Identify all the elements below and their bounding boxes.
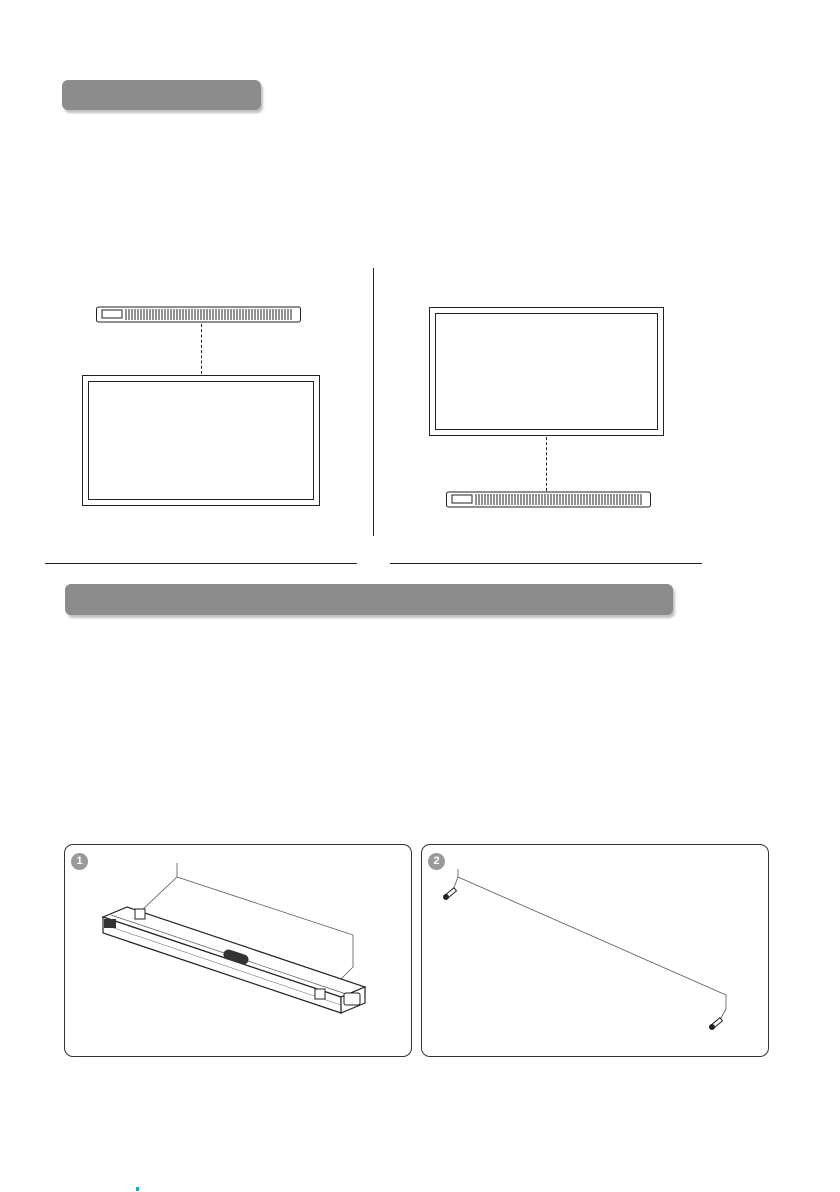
step-badge-1: 1 (71, 853, 88, 870)
step-panel-1 (64, 844, 412, 1057)
soundbar-top-illustration (96, 306, 302, 324)
section-header-placement (62, 80, 261, 110)
soundbar-bottom-illustration (446, 491, 652, 509)
wall-screws-illustration (422, 845, 768, 1056)
separator-left (45, 563, 357, 564)
separator-right (390, 563, 702, 564)
section-header-wall-mount (65, 584, 673, 615)
tv-illustration-left (82, 375, 320, 506)
page-edge-mark (136, 1187, 139, 1191)
alignment-guide-right (546, 437, 547, 491)
step-badge-2: 2 (428, 853, 445, 870)
tv-illustration-right (429, 307, 664, 436)
soundbar-back-illustration (65, 845, 411, 1056)
column-divider (373, 268, 374, 536)
step-panel-2 (421, 844, 769, 1057)
alignment-guide-left (201, 324, 202, 374)
